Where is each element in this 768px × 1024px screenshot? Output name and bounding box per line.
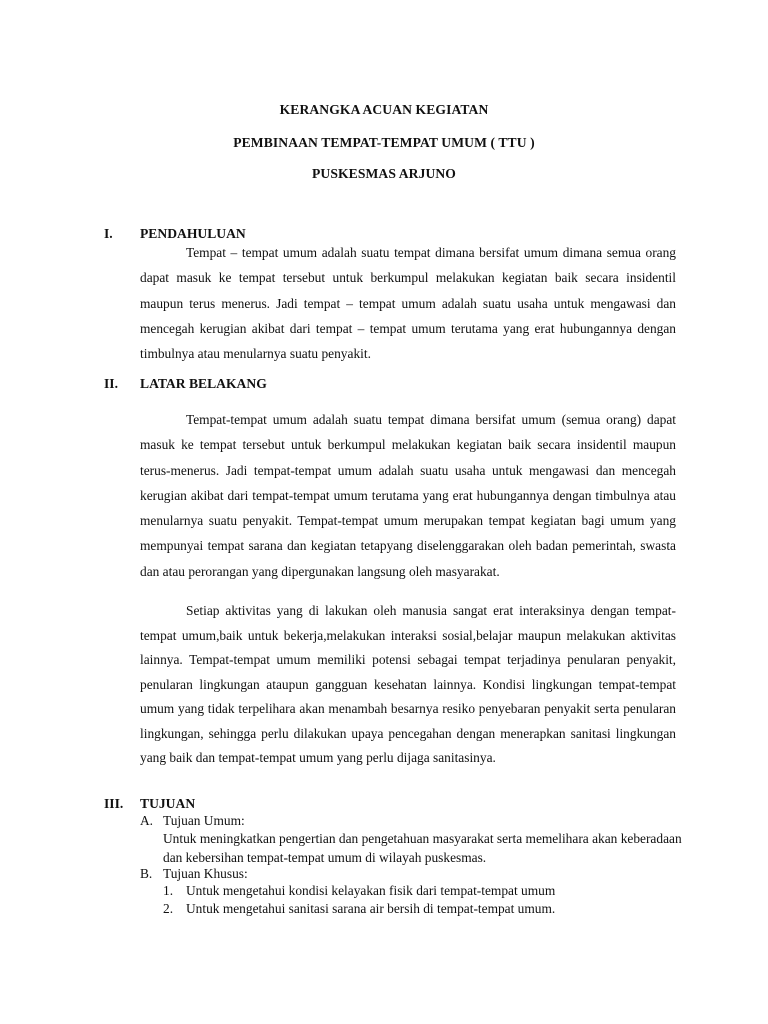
section-number-1: I. [104,226,113,241]
paragraph-pendahuluan: Tempat – tempat umum adalah suatu tempat dimana bersifat umum dimana semua orang dapat masuk ke tempat tersebut untuk berkumpul melakukan kegiatan baik secara insidentil maupun terus menerus. Jadi tempat – tempat umum adalah suatu usaha untuk mengawasi dan mencegah kerugian akibat dari tempat – tempat umum terutama yang erat hubungannya dengan timbulnya atau menularnya suatu penyakit. [140,245,676,362]
paragraph-latar-belakang-2: Setiap aktivitas yang di lakukan oleh manusia sangat erat interaksinya dengan tempat-tempat umum,baik untuk bekerja,melakukan interaksi sosial,belajar maupun melakukan aktivitas lainnya. Tempat-tempat umum memiliki potensi sebagai tempat terjadinya penularan penyakit, penularan lingkungan ataupun gangguan kesehatan lainnya. Kondisi lingkungan tempat-tempat umum yang tidak terpelihara akan menambah besarnya resiko penyebaran penyakit serta penularan lingkungan, sehingga perlu dilakukan upaya pencegahan dengan menerapkan sanitasi lingkungan yang baik dan tempat-tempat umum yang perlu dijaga sanitasinya. [140,603,676,765]
doc-org: PUSKESMAS ARJUNO [312,166,456,181]
tujuan-umum-label: A. [140,813,154,828]
list-item-text: Untuk mengetahui kondisi kelayakan fisik dari tempat-tempat umum [186,883,556,898]
tujuan-khusus-title: Tujuan Khusus: [163,866,248,881]
doc-subtitle: PEMBINAAN TEMPAT-TEMPAT UMUM ( TTU ) [233,135,535,150]
tujuan-umum-title: Tujuan Umum: [163,813,245,828]
tujuan-umum-body: Untuk meningkatkan pengertian dan pengetahuan masyarakat serta memelihara akan keberadaan dan kebersihan tempat-tempat umum di wilayah puskesmas. [163,831,682,865]
doc-title: KERANGKA ACUAN KEGIATAN [279,102,489,117]
section-number-3: III. [104,796,124,811]
tujuan-khusus-label: B. [140,866,153,881]
section-title-tujuan: TUJUAN [140,796,196,811]
list-item-number: 1. [163,883,174,898]
section-title-latar-belakang: LATAR BELAKANG [140,376,267,391]
section-number-2: II. [104,376,118,391]
paragraph-latar-belakang-1: Tempat-tempat umum adalah suatu tempat dimana bersifat umum (semua orang) dapat masuk ke tempat tersebut untuk berkumpul melakukan kegiatan baik secara insidentil maupun terus-menerus. Jadi tempat-tempat umum adalah suatu usaha untuk mengawasi dan mencegah kerugian akibat dari tempat-tempat umum terutama yang erat hubungannya dengan timbulnya atau menularnya suatu penyakit. Tempat-tempat umum merupakan tempat kegiatan bagi umum yang mempunyai tempat sarana dan kegiatan tetapyang diselenggarakan oleh badan pemerintah, swasta dan atau perorangan yang dipergunakan langsung oleh masyarakat. [140,412,676,579]
list-item-text: Untuk mengetahui sanitasi sarana air bersih di tempat-tempat umum. [186,901,556,916]
list-item-number: 2. [163,901,174,916]
section-title-pendahuluan: PENDAHULUAN [140,226,246,241]
